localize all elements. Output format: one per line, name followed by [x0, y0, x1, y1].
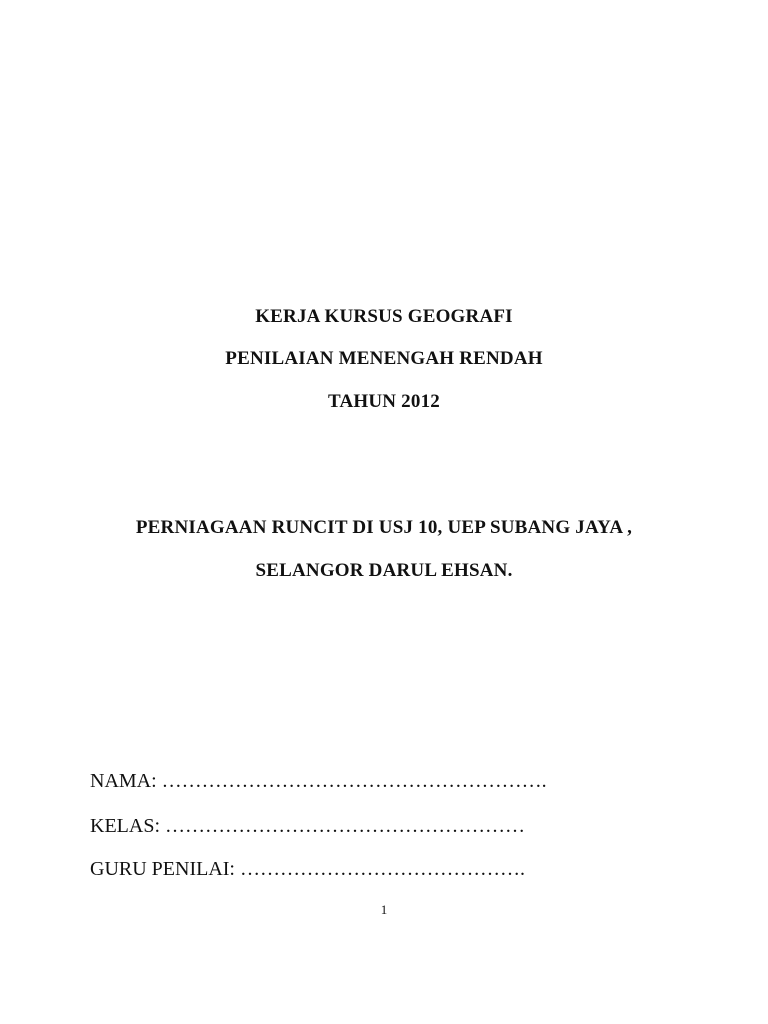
topic-line-2: SELANGOR DARUL EHSAN.: [255, 560, 513, 581]
year-title: TAHUN 2012: [328, 391, 440, 412]
assessment-title: PENILAIAN MENENGAH RENDAH: [225, 348, 543, 369]
page-number: 1: [380, 902, 388, 917]
topic-line-1: PERNIAGAAN RUNCIT DI USJ 10, UEP SUBANG JAYA ,: [135, 517, 633, 538]
class-field: KELAS: ………………………………………………: [90, 815, 525, 837]
course-title: KERJA KURSUS GEOGRAFI: [255, 306, 513, 327]
name-field: NAMA: ………………………………………………….: [90, 770, 547, 792]
teacher-field: GURU PENILAI: …………………………………….: [90, 858, 525, 880]
